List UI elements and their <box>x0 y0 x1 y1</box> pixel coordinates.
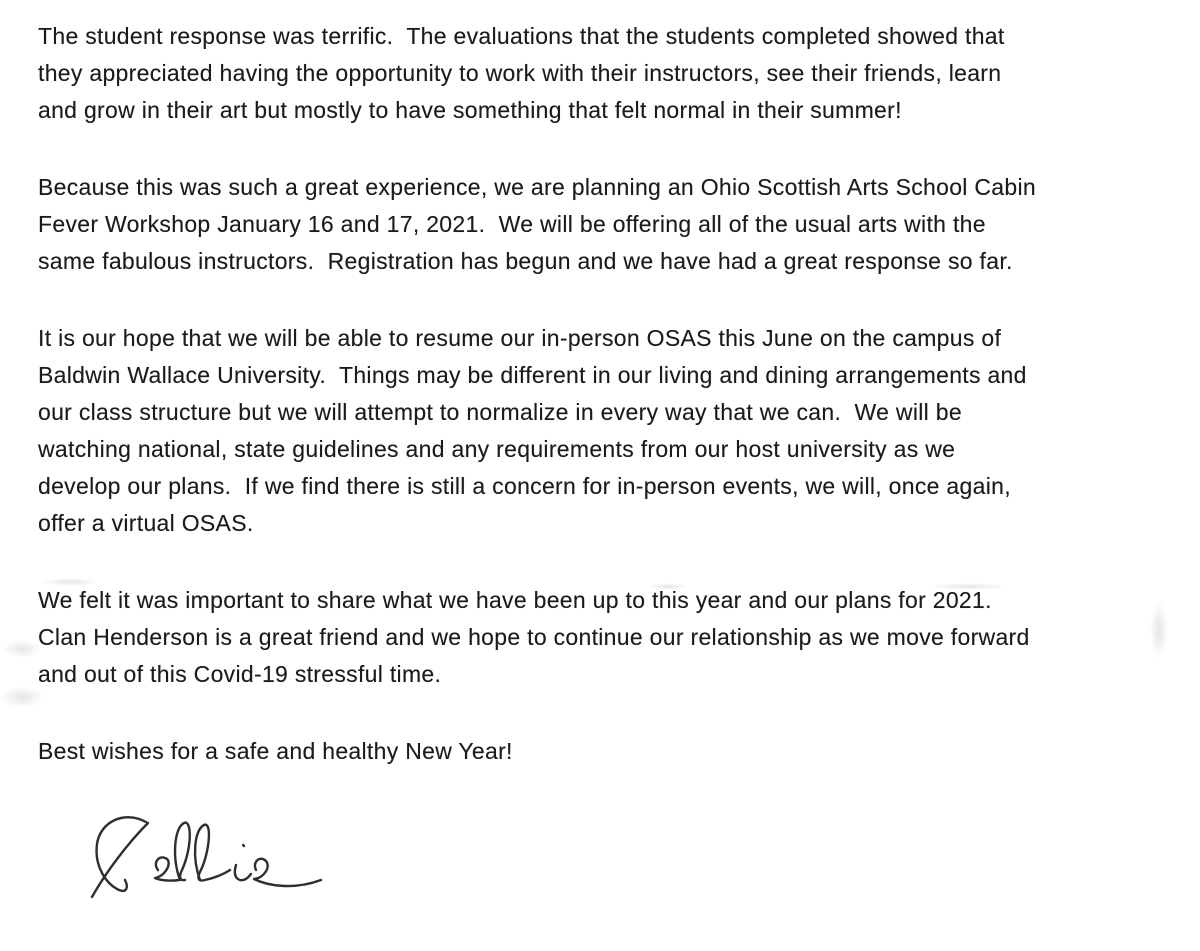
letter-line: The student response was terrific. The evaluations that the students completed showed that <box>38 23 1005 49</box>
letter-line: offer a virtual OSAS. <box>38 510 254 536</box>
letter-line: and out of this Covid-19 stressful time. <box>38 661 442 687</box>
letter-line: Baldwin Wallace University. Things may be different in our living and dining arrangements and <box>38 362 1027 388</box>
letter-line: Because this was such a great experience, we are planning an Ohio Scottish Arts School Cabin <box>38 174 1036 200</box>
signature <box>88 810 328 915</box>
letter-line: same fabulous instructors. Registration has begun and we have had a great response so far. <box>38 248 1013 274</box>
paragraph-in-person-plans <box>38 320 1170 542</box>
letter-line: our class structure but we will attempt to normalize in every way that we can. We will be <box>38 399 962 425</box>
paragraph-student-response <box>38 18 1170 129</box>
letter-line: and grow in their art but mostly to have something that felt normal in their summer! <box>38 97 902 123</box>
paragraph-clan-henderson <box>38 582 1170 693</box>
paragraph-closing <box>38 733 1170 770</box>
closing-line: Best wishes for a safe and healthy New Year! <box>38 738 513 764</box>
paragraph-cabin-fever-workshop <box>38 169 1170 280</box>
signature-ink <box>88 810 328 915</box>
letter-line: watching national, state guidelines and any requirements from our host university as we <box>38 436 956 462</box>
letter-line: Fever Workshop January 16 and 17, 2021. We will be offering all of the usual arts with the <box>38 211 986 237</box>
letter-line: develop our plans. If we find there is still a concern for in-person events, we will, once again, <box>38 473 1011 499</box>
letter-line: they appreciated having the opportunity to work with their instructors, see their friends, learn <box>38 60 1002 86</box>
letter-line: It is our hope that we will be able to resume our in-person OSAS this June on the campus of <box>38 325 1002 351</box>
letter-line: We felt it was important to share what we have been up to this year and our plans for 2021. <box>38 587 992 613</box>
letter-line: Clan Henderson is a great friend and we hope to continue our relationship as we move forward <box>38 624 1030 650</box>
